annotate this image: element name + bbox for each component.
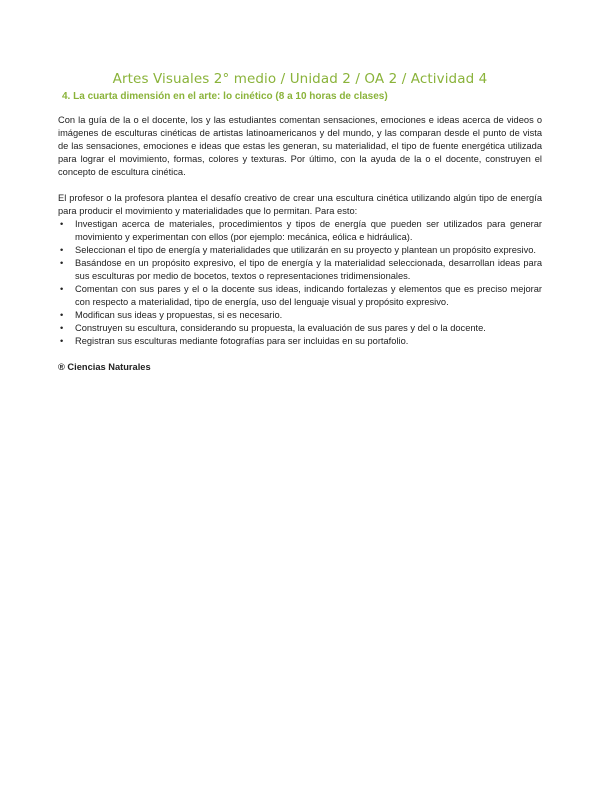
list-item: • Construyen su escultura, considerando su propuesta, la evaluación de sus pares y del o la docente. <box>58 322 542 335</box>
list-item: • Investigan acerca de materiales, procedimientos y tipos de energía que pueden ser utilizados para generar movimiento y experimentan con ellos (por ejemplo: mecánica, eólica e hidráulica). <box>58 218 542 244</box>
list-item: • Modifican sus ideas y propuestas, si es necesario. <box>58 309 542 322</box>
list-item: • Registran sus esculturas mediante fotografías para ser incluidas en su portafolio. <box>58 335 542 348</box>
list-item: • Comentan con sus pares y el o la docente sus ideas, indicando fortalezas y elementos que es preciso mejorar con respecto a materialidad, tipo de energía, uso del lenguaje visual y propósito expresivo. <box>58 283 542 309</box>
integration-subject-heading: ® Ciencias Naturales <box>58 362 151 372</box>
activity-body <box>58 114 542 374</box>
list-item: • Seleccionan el tipo de energía y materialidades que utilizarán en su proyecto y plantean un propósito expresivo. <box>58 244 542 257</box>
challenge-paragraph: El profesor o la profesora plantea el desafío creativo de crear una escultura cinética utilizando algún tipo de energía para producir el movimiento y materialidades que lo permitan. Para esto: <box>58 193 542 216</box>
activity-heading: 4. La cuarta dimensión en el arte: lo cinético (8 a 10 horas de clases) <box>62 91 388 102</box>
intro-paragraph: Con la guía de la o el docente, los y las estudiantes comentan sensaciones, emociones e ideas acerca de videos o imágenes de esculturas cinéticas de artistas latinoamericanos y del mundo, y las comparan desde el punto de vista de las sensaciones, emociones e ideas que estas les generan, su materialidad, el tipo de fuente energética utilizada para lograr el movimiento, formas, colores y texturas. Por último, con la ayuda de la o el docente, construyen el concepto de escultura cinética. <box>58 115 542 177</box>
list-item: • Basándose en un propósito expresivo, el tipo de energía y la materialidad seleccionada, desarrollan ideas para sus esculturas por medio de bocetos, textos o representaciones tridimensionales. <box>58 257 542 283</box>
page-header-title: Artes Visuales 2° medio / Unidad 2 / OA 2 / Actividad 4 <box>112 71 488 87</box>
steps-list <box>58 218 542 348</box>
